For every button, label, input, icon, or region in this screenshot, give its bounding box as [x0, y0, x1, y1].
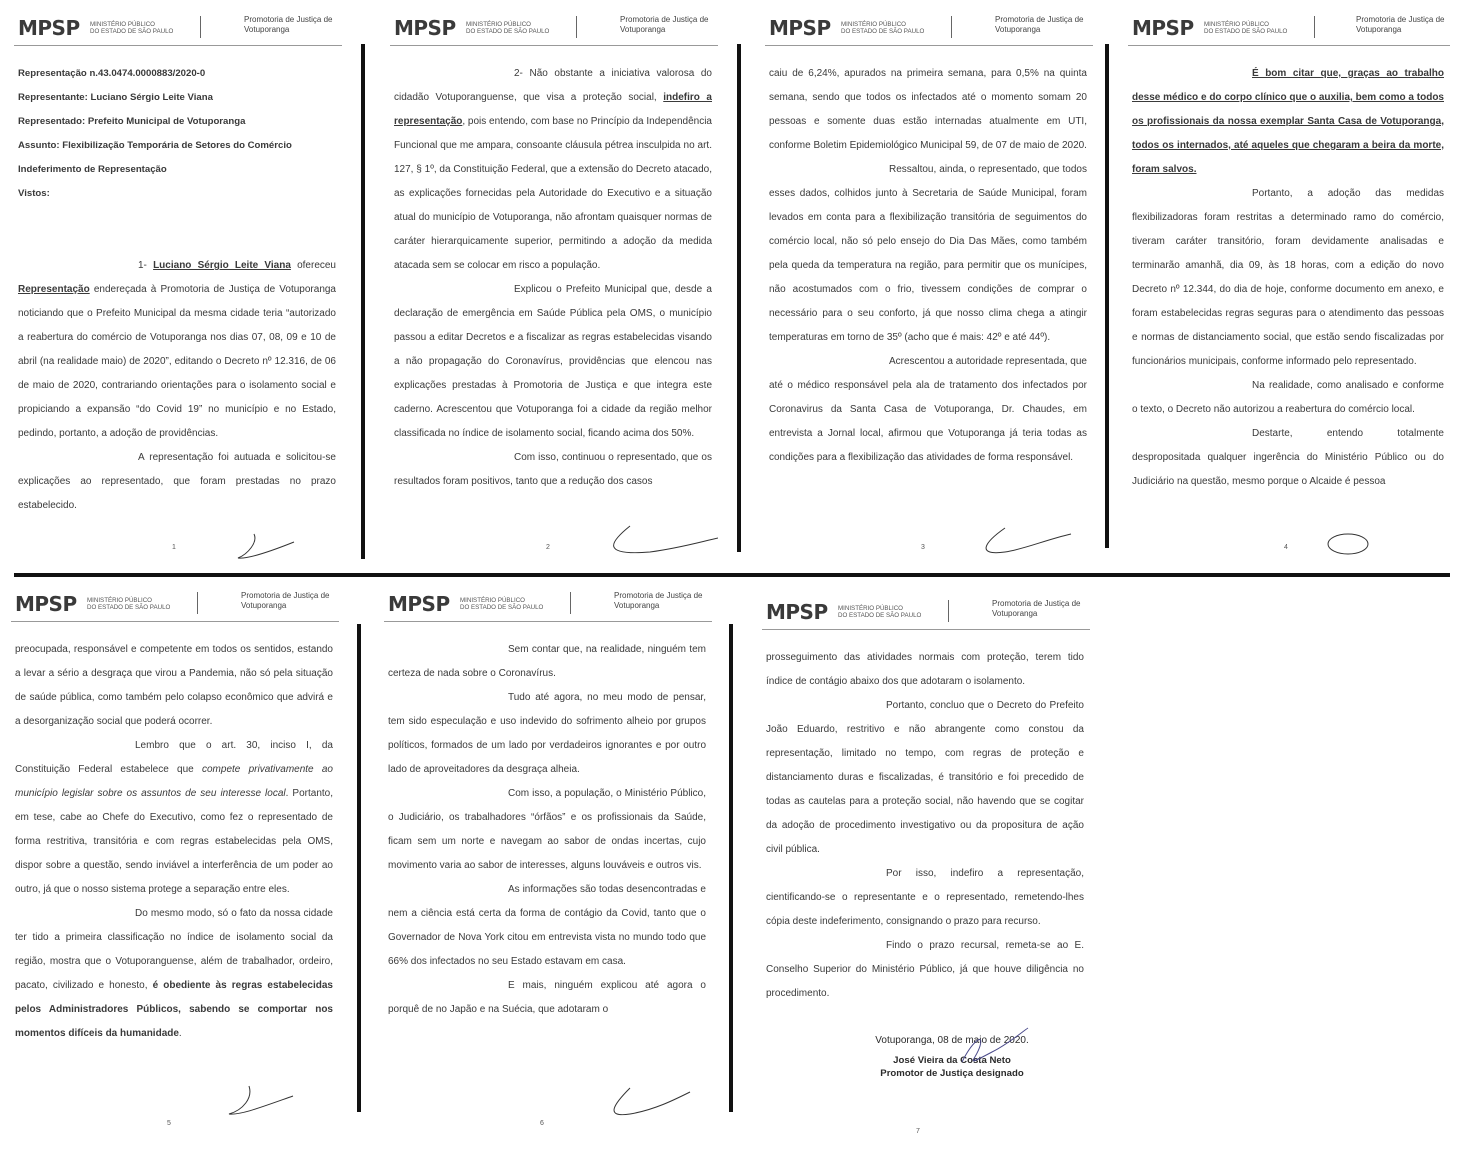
signature-icon	[590, 522, 718, 562]
representante: Representante: Luciano Sérgio Leite Viana	[18, 92, 213, 103]
document-page-4	[1128, 14, 1450, 562]
page-body	[388, 638, 706, 1022]
paragraph: Portanto, concluo que o Decreto do Prefeito João Eduardo, restritivo e não abrangente como constou da representação, limitado no tempo, com regras de proteção e distanciamento duras e fiscalizadas, é transitório e foi precedido de todas as cautelas para a proteção social, não havendo que se cogitar da adoção de procedimento investigativo ou da propositura de ação civil pública.	[766, 700, 1084, 855]
header-divider	[197, 592, 198, 614]
page-body	[15, 638, 333, 1046]
header-rule	[11, 621, 339, 622]
office-name: Promotoria de Justiça de Votuporanga	[620, 15, 709, 34]
page-number: 3	[921, 544, 925, 551]
paragraph: prosseguimento das atividades normais com proteção, terem tido índice de contágio abaixo dos que adotaram o isolamento.	[766, 652, 1084, 687]
signature-icon	[594, 1084, 694, 1124]
page-header	[762, 598, 1090, 646]
paragraph: caiu de 6,24%, apurados na primeira semana, para 0,5% na quinta semana, sendo que todos os infectados até o momento somam 20 pessoas e somente duas estão internadas atualmente em UTI, conforme Boletim Epidemiológico Municipal 59, de 07 de maio de 2020.	[769, 68, 1087, 151]
header-rule	[384, 621, 712, 622]
paragraph: preocupada, responsável e competente em todos os sentidos, estando a levar a sério a desgraça que virou a Pandemia, não só pela situação de saúde pública, como também pelo colapso econômico que advirá e a desorganização social que poderá ocorrer.	[15, 644, 333, 727]
page-separator	[361, 44, 365, 559]
page-number: 5	[167, 1120, 171, 1127]
page-number: 1	[172, 544, 176, 551]
case-number: Representação n.43.0474.0000883/2020-0	[18, 68, 206, 79]
paragraph: Por isso, indefiro a representação, cientificando-se o representante e o representado, remetendo-lhes cópia deste indeferimento, consignando o prazo para recurso.	[766, 868, 1084, 927]
header-rule	[762, 629, 1090, 630]
paragraph: E mais, ninguém explicou até agora o porquê de no Japão e na Suécia, que adotaram o	[388, 980, 706, 1015]
page-header	[1128, 14, 1450, 62]
signature-icon	[932, 1022, 1032, 1082]
page-number: 2	[546, 544, 550, 551]
page-number: 4	[1284, 544, 1288, 551]
header-rule	[1128, 45, 1450, 46]
header-divider	[570, 592, 571, 614]
row-separator	[14, 573, 1450, 577]
header-rule	[14, 45, 342, 46]
paragraph: 2- Não obstante a iniciativa valorosa do cidadão Votuporanguense, que visa a proteção social, indefiro a representação, pois entendo, com base no Princípio da Independência Funcional que me ampara, consoante cláusula pétrea insculpida no art. 127, § 1º, da Constituição Federal, que a extensão do Decreto atacado, as explicações fornecidas pela Autoridade do Executivo e a situação atual do município de Votuporanga, não afrontam quaisquer normas de caráter hierarquicamente superior, permitindo a adoção da medida atacada sem se colocar em risco a população.	[394, 68, 712, 271]
office-name: Promotoria de Justiça de Votuporanga	[244, 15, 333, 34]
page-body	[766, 646, 1084, 1006]
representado: Representado: Prefeito Municipal de Votuporanga	[18, 116, 246, 127]
signer-role: Promotor de Justiça designado	[880, 1068, 1024, 1079]
office-name: Promotoria de Justiça de Votuporanga	[992, 599, 1081, 618]
page-header	[384, 590, 712, 638]
ministry-name: MINISTÉRIO PÚBLICO DO ESTADO DE SÃO PAULO	[466, 21, 550, 35]
paragraph: Lembro que o art. 30, inciso I, da Constituição Federal estabelece que compete privativamente ao município legislar sobre os assuntos de seu interesse local. Portanto, em tese, cabe ao Chefe do Executivo, como fez o representado de forma restritiva, transitória e com regras estabelecidas pela OMS, dispor sobre a questão, sendo inviável a interferência de um poder ao outro, já que o nosso sistema protege a separação entre eles.	[15, 740, 334, 895]
office-name: Promotoria de Justiça de Votuporanga	[1356, 15, 1445, 34]
header-rule	[390, 45, 718, 46]
office-name: Promotoria de Justiça de Votuporanga	[241, 591, 330, 610]
page-body	[394, 62, 712, 494]
page-separator	[729, 624, 733, 1112]
paragraph: Explicou o Prefeito Municipal que, desde a declaração de emergência em Saúde Pública pela OMS, o município passou a editar Decretos e a fiscalizar as regras estabelecidas visando a não propagação do Coronavírus, providências que elencou nas explicações prestadas à Promotoria de Justiça e que integra este caderno. Acrescentou que Votuporanga foi a cidade da região melhor classificada no índice de isolamento social, ficando acima dos 50%.	[394, 284, 712, 439]
paragraph: Na realidade, como analisado e conforme o texto, o Decreto não autorizou a reabertura do comércio local.	[1132, 380, 1444, 415]
paragraph: Destarte, entendo totalmente despropositada qualquer ingerência do Ministério Público ou do Judiciário na questão, mesmo porque o Alcaide é pessoa	[1132, 428, 1444, 487]
signer-name: José Vieira da Costa Neto	[893, 1055, 1011, 1066]
signature-icon	[965, 522, 1075, 562]
mpsp-logo: MPSP	[18, 16, 80, 40]
header-divider	[948, 600, 949, 622]
paragraph: Acrescentou a autoridade representada, que até o médico responsável pela ala de tratamento dos infectados por Coronavirus da Santa Casa de Votuporanga, Dr. Chaudes, em entrevista a Jornal local, afirmou que Votuporanga já teria todas as condições para a flexibilização das atividades de forma responsável.	[769, 356, 1087, 463]
mpsp-logo: MPSP	[766, 600, 828, 624]
ministry-name: MINISTÉRIO PÚBLICO DO ESTADO DE SÃO PAULO	[841, 21, 925, 35]
document-page-1	[14, 14, 342, 562]
vistos: Vistos:	[18, 188, 50, 199]
header-divider	[1314, 16, 1315, 38]
decision-type: Indeferimento de Representação	[18, 164, 167, 175]
signature-icon	[1324, 526, 1384, 558]
paragraph: Portanto, a adoção das medidas flexibilizadoras foram restritas a determinado ramo do comércio, tiveram caráter transitório, foram devidamente analisadas e terminarão amanhã, dia 09, às 18 horas, com a edição do novo Decreto nº 12.344, do dia de hoje, conforme documento em anexo, e foram estabelecidas regras seguras para o atendimento das pessoas e normas de distanciamento social, que estão sendo fiscalizadas por funcionários municipais, conforme informado pelo representado.	[1132, 188, 1444, 367]
paragraph: A representação foi autuada e solicitou-se explicações ao representado, que foram prestadas no prazo estabelecido.	[18, 452, 336, 511]
page-header	[14, 14, 342, 62]
case-metadata	[18, 62, 336, 206]
assunto: Assunto: Flexibilização Temporária de Setores do Comércio	[18, 140, 292, 151]
document-page-2	[390, 14, 718, 562]
page-number: 7	[916, 1128, 920, 1135]
paragraph: Do mesmo modo, só o fato da nossa cidade ter tido a primeira classificação no índice de isolamento social da região, mostra que o Votuporanguense, além de trabalhador, ordeiro, pacato, civilizado e honesto, é obediente às regras estabelecidas pelos Administradores Públicos, sabendo se comportar nos momentos difíceis da humanidade.	[15, 908, 333, 1039]
document-page-7	[762, 598, 1090, 1146]
office-name: Promotoria de Justiça de Votuporanga	[614, 591, 703, 610]
header-divider	[200, 16, 201, 38]
page-separator	[357, 624, 361, 1112]
paragraph: 1- Luciano Sérgio Leite Viana ofereceu Representação endereçada à Promotoria de Justiça de Votuporanga noticiando que o Prefeito Municipal da mesma cidade teria “autorizado a reabertura do comércio de Votuporanga nos dias 07, 08, 09 e 10 de abril (na realidade maio) de 2020”, editando o Decreto nº 12.316, de 06 de maio de 2020, contrariando orientações para o isolamento social e propiciando a expansão “do Covid 19” no município e no Estado, pedindo, portanto, a adoção de providências.	[18, 260, 336, 439]
document-page-3	[765, 14, 1093, 562]
mpsp-logo: MPSP	[1132, 16, 1194, 40]
paragraph: É bom citar que, graças ao trabalho desse médico e do corpo clínico que o auxilia, bem como a todos os profissionais da nossa exemplar Santa Casa de Votuporanga, todos os internados, até aqueles que chegaram a beira da morte, foram salvos.	[1132, 68, 1444, 175]
page-separator	[1105, 44, 1109, 548]
header-rule	[765, 45, 1093, 46]
signature-icon	[219, 1084, 299, 1120]
header-divider	[951, 16, 952, 38]
ministry-name: MINISTÉRIO PÚBLICO DO ESTADO DE SÃO PAULO	[87, 597, 171, 611]
mpsp-logo: MPSP	[15, 592, 77, 616]
ministry-name: MINISTÉRIO PÚBLICO DO ESTADO DE SÃO PAULO	[838, 605, 922, 619]
document-page-6	[384, 590, 712, 1138]
paragraph: Com isso, a população, o Ministério Público, o Judiciário, os trabalhadores “órfãos” e os profissionais da Saúde, ficam sem um norte e navegam ao sabor de ondas incertas, cujo movimento varia ao sabor de interesses, alguns louváveis e outros vis.	[388, 788, 706, 871]
signature-date: Votuporanga, 08 de maio de 2020.	[875, 1035, 1029, 1046]
page-header	[390, 14, 718, 62]
document-page-5	[11, 590, 339, 1138]
ministry-name: MINISTÉRIO PÚBLICO DO ESTADO DE SÃO PAULO	[1204, 21, 1288, 35]
page-body	[1132, 62, 1444, 494]
page-number: 6	[540, 1120, 544, 1127]
header-divider	[576, 16, 577, 38]
ministry-name: MINISTÉRIO PÚBLICO DO ESTADO DE SÃO PAULO	[460, 597, 544, 611]
page-body	[769, 62, 1087, 470]
page-body	[18, 62, 336, 518]
office-name: Promotoria de Justiça de Votuporanga	[995, 15, 1084, 34]
mpsp-logo: MPSP	[394, 16, 456, 40]
paragraph: Ressaltou, ainda, o representado, que todos esses dados, colhidos junto à Secretaria de Saúde Municipal, foram levados em conta para a flexibilização transitória de seguimentos do comércio local, não só pelo ensejo do Dia Das Mães, como também pela queda da temperatura na região, para permitir que os munícipes, não acostumados com o frio, tivessem condições de comprar o necessário para o seu conforto, já que nosso clima chega a atingir temperaturas em torno de 35º (acho que é mais: 42º e até 44º).	[769, 164, 1087, 343]
paragraph: Com isso, continuou o representado, que os resultados foram positivos, tanto que a redução dos casos	[394, 452, 712, 487]
paragraph: Tudo até agora, no meu modo de pensar, tem sido especulação e uso indevido do sofrimento alheio por grupos políticos, formados de um lado por verdadeiros ignorantes e por outro lado de aproveitadores da desgraça alheia.	[388, 692, 706, 775]
paragraph: As informações são todas desencontradas e nem a ciência está certa da forma de contágio da Covid, tanto que o Governador de Nova York citou em entrevista vista no mundo todo que 66% dos infectados no seu Estado estavam em casa.	[388, 884, 706, 967]
paragraph: Sem contar que, na realidade, ninguém tem certeza de nada sobre o Coronavírus.	[388, 644, 706, 679]
mpsp-logo: MPSP	[388, 592, 450, 616]
mpsp-logo: MPSP	[769, 16, 831, 40]
signature-icon	[224, 532, 304, 562]
paragraph: Findo o prazo recursal, remeta-se ao E. Conselho Superior do Ministério Público, já que houve diligência no procedimento.	[766, 940, 1084, 999]
page-header	[11, 590, 339, 638]
ministry-name: MINISTÉRIO PÚBLICO DO ESTADO DE SÃO PAULO	[90, 21, 174, 35]
page-header	[765, 14, 1093, 62]
page-separator	[737, 44, 741, 552]
